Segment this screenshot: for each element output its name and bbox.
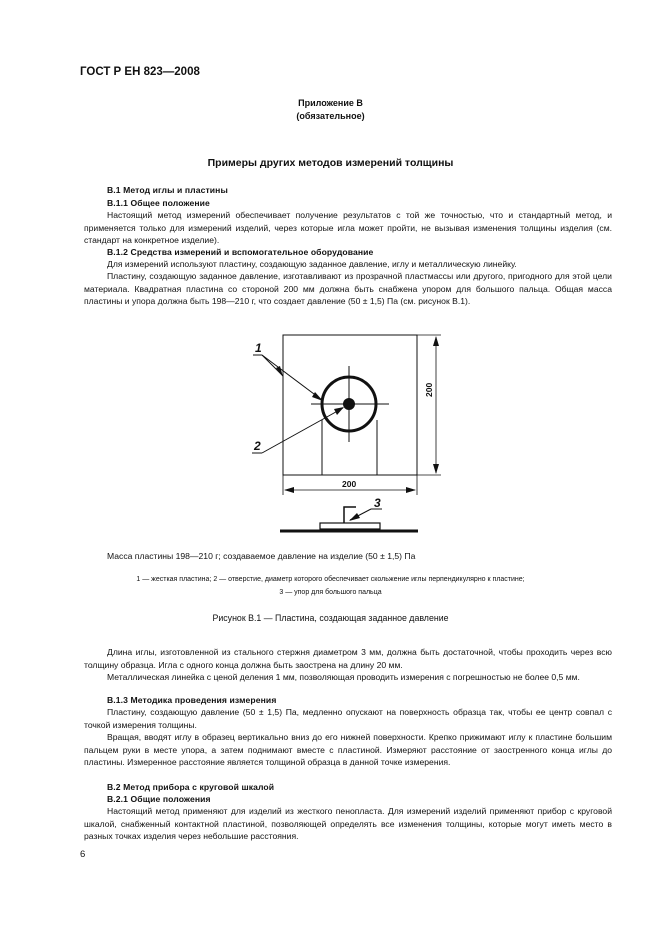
page-number: 6 bbox=[80, 849, 86, 860]
side-view-base bbox=[320, 523, 380, 529]
label-1: 1 bbox=[255, 341, 262, 355]
subsection-heading-b21: В.2.1 Общие положения bbox=[107, 794, 211, 804]
dimension-label-horizontal: 200 bbox=[342, 479, 357, 489]
figure-legend-line1: 1 — жесткая пластина; 2 — отверстие, диаметр которого обеспечивает скольжение иглы перпендикулярно к пластине; bbox=[136, 576, 525, 583]
paragraph-b13-place: Пластину, создающую давление (50 ± 1,5) Па, медленно опускают на поверхность образца так, чтобы ее центр совпал с точкой измерения толщины. bbox=[84, 707, 612, 730]
paragraph-ruler: Металлическая линейка с ценой деления 1 мм, позволяющая проводить измерения с погрешностью не более 0,5 мм. bbox=[107, 672, 580, 682]
subsection-heading-b13: В.1.3 Методика проведения измерения bbox=[107, 695, 277, 705]
figure-legend-line2: 3 — упор для большого пальца bbox=[279, 589, 382, 596]
mass-note: Масса пластины 198—210 г; создаваемое давление на изделие (50 ± 1,5) Па bbox=[107, 551, 416, 561]
figure-caption: Рисунок В.1 — Пластина, создающая заданное давление bbox=[212, 613, 449, 623]
section-heading-b1: В.1 Метод иглы и пластины bbox=[107, 185, 228, 195]
paragraph-b13-measure: Вращая, вводят иглу в образец вертикально вниз до его нижней поверхности. Крепко прижимают иглу к пластине большим пальцем руки в месте упора, а затем поднимают вместе с пластиной. Измеряют расстояние от заостренного конца иглы до пластины. Измеренное расстояние является толщиной образца в данной точке измерения. bbox=[84, 732, 612, 767]
section-heading-b2: В.2 Метод прибора с круговой шкалой bbox=[107, 782, 275, 792]
paragraph-b12-plate: Пластину, создающую заданное давление, изготавливают из прозрачной пластмассы или другого, пригодного для этой цели материала. Квадратная пластина со стороной 200 мм должна быть снабжена упором для большого пальца. Общая масса пластины и упора должна быть 198—210 г, что создает давление (50 ± 1,5) Па (см. рисунок В.1). bbox=[84, 271, 612, 306]
document-header: ГОСТ Р ЕН 823—2008 bbox=[80, 66, 200, 78]
appendix-subtitle: (обязательное) bbox=[296, 111, 365, 121]
subsection-heading-b12: В.1.2 Средства измерений и вспомогательное оборудование bbox=[107, 247, 374, 257]
subsection-heading-b11: В.1.1 Общее положение bbox=[107, 198, 210, 208]
paragraph-b21: Настоящий метод применяют для изделий из жесткого пенопласта. Для измерений изделий применяют прибор с круговой шкалой, снабженный контактной пластиной, позволяющей определять все изменения толщины, которые могут иметь место в разных точках изделия через небольшие расстояния. bbox=[84, 806, 612, 841]
label-3: 3 bbox=[374, 496, 381, 510]
main-title: Примеры других методов измерений толщины bbox=[207, 157, 454, 169]
paragraph-needle: Длина иглы, изготовленной из стального стержня диаметром 3 мм, должна быть достаточной, чтобы проходить через всю толщину образца. Игла с одного конца должна быть заострена на длину 20 мм. bbox=[84, 647, 612, 670]
dimension-label-vertical: 200 bbox=[424, 382, 434, 397]
paragraph-b11: Настоящий метод измерений обеспечивает получение результатов с той же точностью, что и стандартный метод, и применяется только для измерений изделий, через которые игла может пройти, не вызывая изменения толщины изделия (см. стандарт на конкретное изделие). bbox=[84, 210, 612, 245]
paragraph-b12-tools: Для измерений используют пластину, создающую заданное давление, иглу и металлическую линейку. bbox=[107, 259, 517, 269]
appendix-title: Приложение В bbox=[298, 98, 363, 108]
label-2: 2 bbox=[254, 439, 261, 453]
